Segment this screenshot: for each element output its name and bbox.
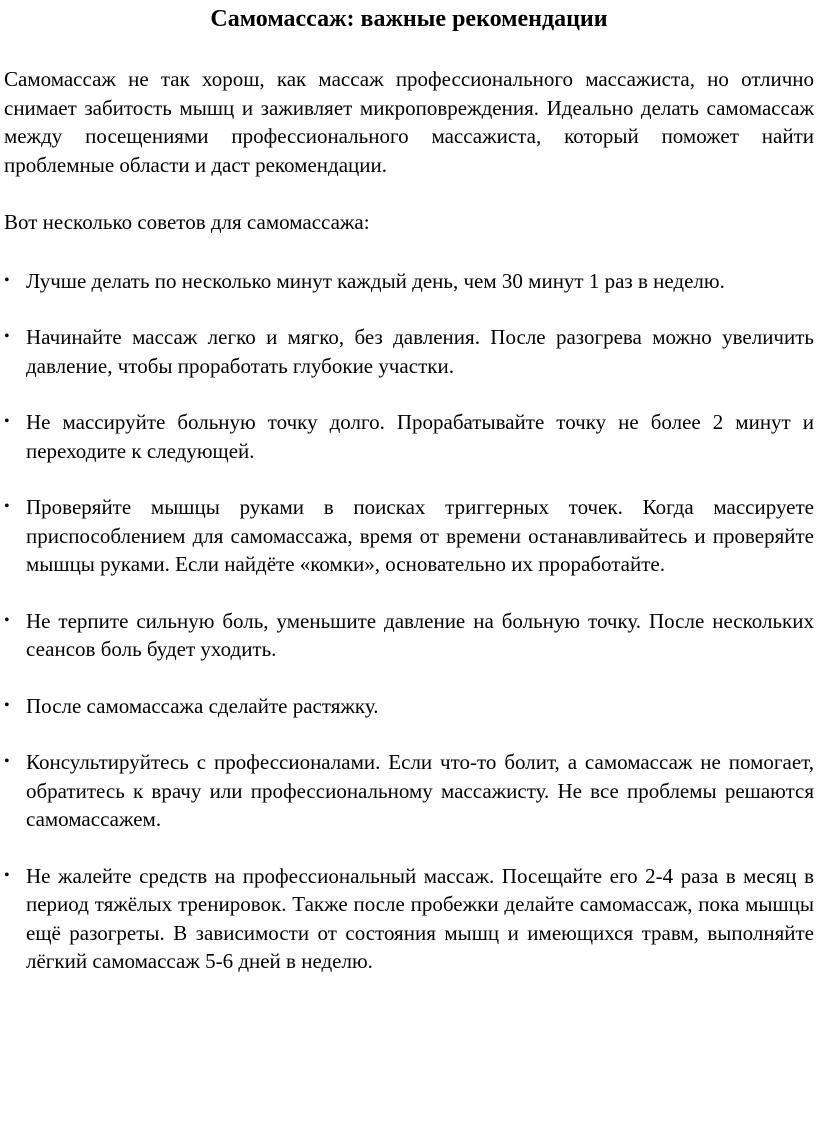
tip-item (4, 323, 814, 380)
bullet-icon: • (4, 328, 10, 345)
intro-paragraph: Самомассаж не так хорош, как массаж профессионального массажиста, но отлично снимает забитость мышц и заживляет микроповреждения. Идеально делать самомассаж между посещениями профессионального массажиста, который поможет найти проблемные области и даст рекомендации. (4, 67, 814, 177)
tip-item (4, 607, 814, 664)
tip-text: Консультируйтесь с профессионалами. Если что-то болит, а самомассаж не помогает, обратитесь к врачу или профессиональному массажисту. Не все проблемы решаются самомассажем. (26, 750, 814, 831)
bullet-icon: • (4, 611, 10, 629)
tip-text: После самомассажа сделайте растяжку. (26, 693, 379, 718)
bullet-icon: • (4, 866, 10, 884)
tip-text: Не массируйте больную точку долго. Прорабатывайте точку не более 2 минут и переходите к следующей. (26, 410, 814, 463)
tip-item (4, 267, 814, 296)
bullet-icon: • (4, 696, 10, 714)
tip-text: Не жалейте средств на профессиональный массаж. Посещайте его 2-4 раза в месяц в период тяжёлых тренировок. Также после пробежки делайте самомассаж, пока мышцы ещё разогреты. В зависимости от состояния мышц и имеющихся травм, выполняйте лёгкий самомассаж 5-6 дней в неделю. (26, 863, 814, 973)
bullet-icon: • (4, 413, 10, 430)
bullet-icon: • (4, 498, 10, 515)
document-title: Самомассаж: важные рекомендации (210, 6, 608, 32)
tips-list (4, 267, 814, 976)
bullet-icon: • (4, 753, 10, 770)
tip-text: Лучше делать по несколько минут каждый день, чем 30 минут 1 раз в неделю. (26, 268, 725, 293)
tip-text: Начинайте массаж легко и мягко, без давления. После разогрева можно увеличить давление, чтобы проработать глубокие участки. (26, 325, 814, 378)
bullet-icon: • (4, 271, 10, 289)
tip-text: Не терпите сильную боль, уменьшите давление на больную точку. После нескольких сеансов боль будет уходить. (26, 608, 814, 661)
tip-item (4, 493, 814, 579)
tip-item (4, 862, 814, 976)
tips-intro: Вот несколько советов для самомассажа: (4, 210, 370, 234)
tip-item (4, 692, 814, 721)
tip-item (4, 748, 814, 834)
tip-text: Проверяйте мышцы руками в поисках триггерных точек. Когда массируете приспособлением для самомассажа, время от времени останавливайтесь и проверяйте мышцы руками. Если найдёте «комки», основательно их проработайте. (26, 495, 814, 576)
tip-item (4, 408, 814, 465)
